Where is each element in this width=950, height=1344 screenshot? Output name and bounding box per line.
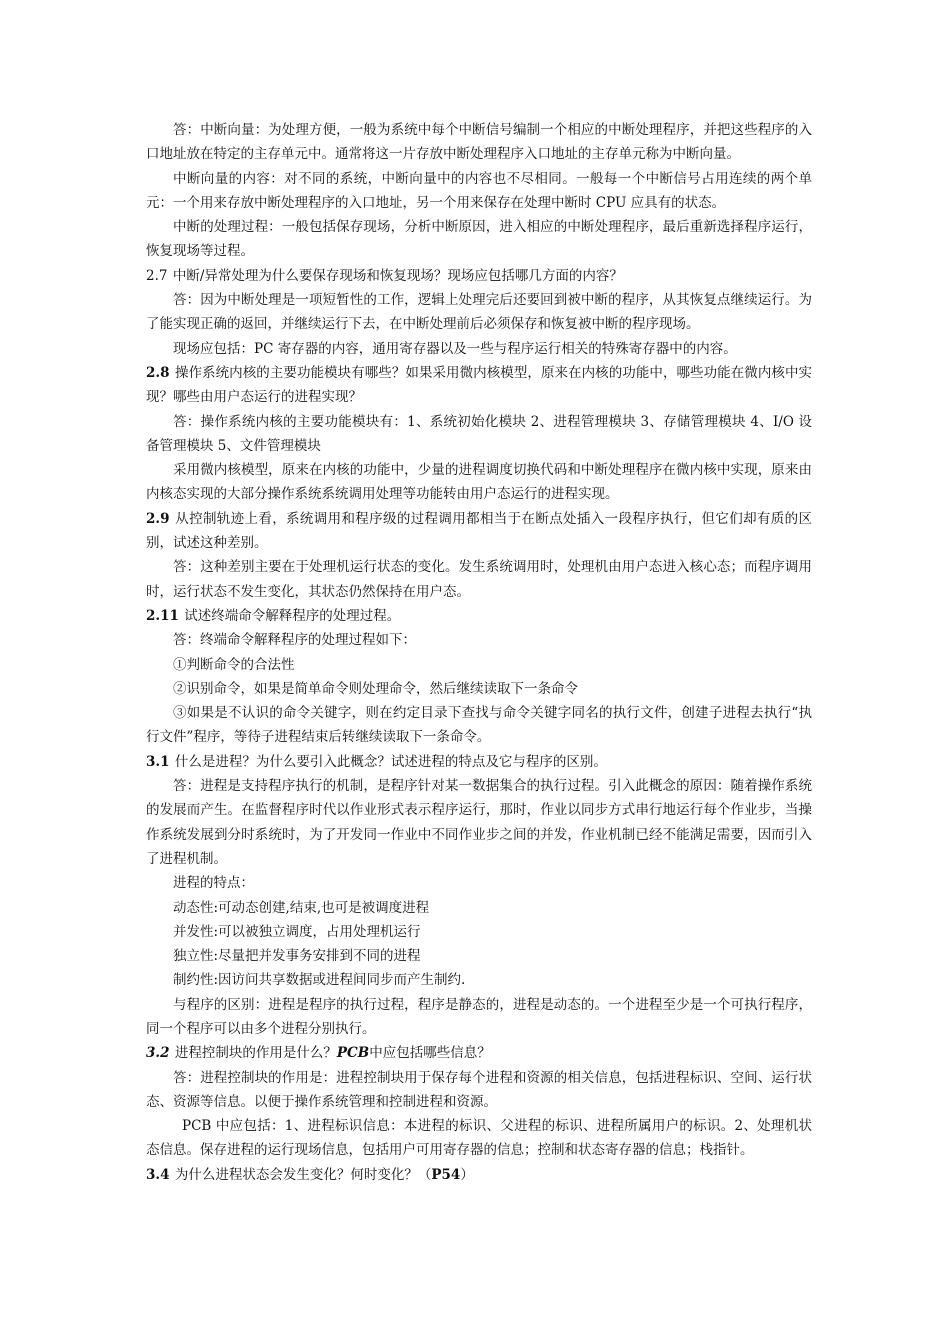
question-emphasis: PCB [336,1045,370,1062]
answer-paragraph: 答：进程控制块的作用是：进程控制块用于保存每个进程和资源的相关信息，包括进程标识、空间、运行状态、资源等信息。以便于操作系统管理和控制进程和资源。 [146,1069,812,1110]
question-text: 中断/异常处理为什么要保存现场和恢复现场？现场应包括哪几方面的内容？ [172,267,623,284]
question-number: 2.11 [146,607,179,624]
answer-paragraph: PCB 中应包括：1、进程标识信息：本进程的标识、父进程的标识、进程所属用户的标识。2、处理机状态信息。保存进程的运行现场信息，包括用户可用寄存器的信息；控制和状态寄存器的信息；栈指针。 [146,1118,812,1159]
question-text-close: ） [460,1166,474,1183]
question-number: 2.9 [146,510,170,527]
question-2-11 [146,604,812,628]
answer-paragraph: 与程序的区别：进程是程序的执行过程，程序是静态的，进程是动态的。一个进程至少是一个可执行程序，同一个程序可以由多个进程分别执行。 [146,996,812,1037]
question-text: 什么是进程？为什么要引入此概念？试述进程的特点及它与程序的区别。 [174,753,607,770]
question-2-9 [146,507,812,556]
answer-vector-content: 中断向量的内容：对不同的系统，中断向量中的内容也不尽相同。一般每一个中断信号占用连续的两个单元：一个用来存放中断处理程序的入口地址，另一个用来保存在处理中断时 CPU 应具有的状态。 [146,170,812,211]
answer-interrupt-vector: 答：中断向量：为处理方便，一般为系统中每个中断信号编制一个相应的中断处理程序，并把这些程序的入口地址放在特定的主存单元中。通常将这一片存放中断处理程序入口地址的主存单元称为中断向量。 [146,122,812,163]
question-text: 进程控制块的作用是什么？ [174,1045,337,1062]
question-number: 2.7 [146,267,168,284]
question-text-tail: 中应包括哪些信息？ [369,1045,491,1062]
answer-interrupt-process: 中断的处理过程：一般包括保存现场，分析中断原因，进入相应的中断处理程序，最后重新选择程序运行，恢复现场等过程。 [146,219,812,260]
answer-paragraph: 进程的特点： [173,875,254,892]
question-2-8 [146,361,812,410]
list-item: ②识别命令，如果是简单命令则处理命令，然后继续读取下一条命令 [173,680,578,697]
document-body [146,118,812,1187]
question-text: 操作系统内核的主要功能模块有哪些？如果采用微内核模型，原来在内核的功能中，哪些功能在微内核中实现？哪些由用户态运行的进程实现？ [146,364,812,406]
list-item: 独立性:尽量把并发事务安排到不同的进程 [173,948,421,965]
answer-paragraph: 答：进程是支持程序执行的机制，是程序针对某一数据集合的执行过程。引入此概念的原因：随着操作系统的发展而产生。在监督程序时代以作业形式表示程序运行，那时，作业以同步方式串行地运行每个作业步，当操作系统发展到分时系统时，为了开发同一作业中不同作业步之间的并发，作业机制已经不能满足需要，因而引入了进程机制。 [146,778,812,867]
answer-paragraph: 答：终端命令解释程序的处理过程如下： [173,632,416,649]
page-reference: P54 [431,1166,461,1183]
question-number: 2.8 [146,364,170,381]
question-text: 试述终端命令解释程序的处理过程。 [184,607,401,624]
list-item: ①判断命令的合法性 [173,656,295,673]
answer-paragraph: 采用微内核模型，原来在内核的功能中，少量的进程调度切换代码和中断处理程序在微内核中实现，原来由内核态实现的大部分操作系统系统调用处理等功能转由用户态运行的进程实现。 [146,462,812,503]
answer-paragraph: 答：因为中断处理是一项短暂性的工作，逻辑上处理完后还要回到被中断的程序，从其恢复点继续运行。为了能实现正确的返回，并继续运行下去，在中断处理前后必须保存和恢复被中断的程序现场。 [146,292,812,333]
question-number: 3.4 [146,1166,170,1183]
question-2-7 [146,264,812,288]
list-item: 动态性:可动态创建,结束,也可是被调度进程 [173,899,430,916]
question-number: 3.1 [146,753,170,770]
list-item: 制约性:因访问共享数据或进程间同步而产生制约. [173,972,466,989]
list-item: ③如果是不认识的命令关键字，则在约定目录下查找与命令关键字同名的执行文件，创建子进程去执行“执行文件”程序，等待子进程结束后转继续读取下一条命令。 [146,705,812,746]
answer-paragraph: 答：操作系统内核的主要功能模块有：1、系统初始化模块 2、进程管理模块 3、存储管理模块 4、I/O 设备管理模块 5、文件管理模块 [146,413,812,454]
question-3-4 [146,1163,812,1187]
list-item: 并发性:可以被独立调度，占用处理机运行 [173,923,421,940]
question-3-1 [146,750,812,774]
question-number: 3.2 [146,1045,170,1062]
answer-paragraph: 现场应包括：PC 寄存器的内容，通用寄存器以及一些与程序运行相关的特殊寄存器中的内容。 [173,340,737,357]
question-text: 从控制轨迹上看，系统调用和程序级的过程调用都相当于在断点处插入一段程序执行，但它们却有质的区别，试述这种差别。 [146,510,812,552]
question-text: 为什么进程状态会发生变化？何时变化？（ [174,1166,432,1183]
question-3-2 [146,1041,812,1065]
answer-paragraph: 答：这种差别主要在于处理机运行状态的变化。发生系统调用时，处理机由用户态进入核心态；而程序调用时，运行状态不发生变化，其状态仍然保持在用户态。 [146,559,812,600]
